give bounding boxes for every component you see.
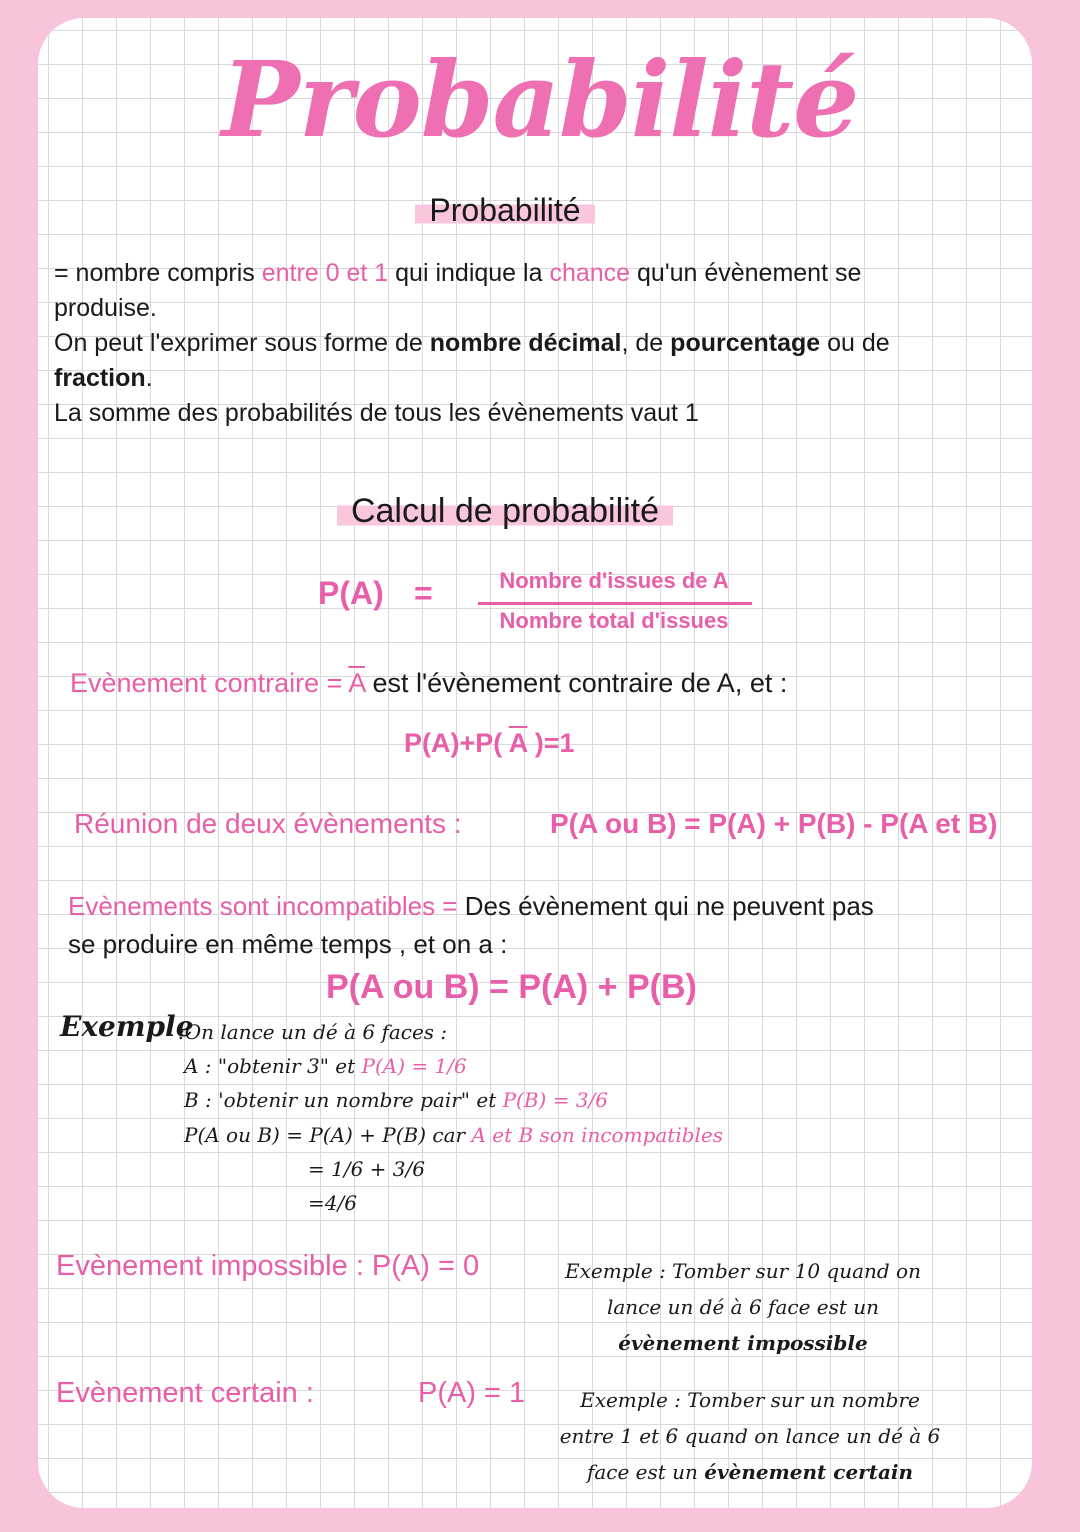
incompat-line2: se produire en même temps , et on a : bbox=[68, 929, 508, 959]
heading-text: Calcul de probabilité bbox=[337, 492, 673, 530]
contraire-formula bbox=[404, 728, 575, 759]
express-fraction: fraction bbox=[54, 364, 146, 392]
def-end: qu'un évènement se bbox=[630, 259, 862, 287]
express-percent: pourcentage bbox=[670, 329, 821, 357]
page-title: Probabilité bbox=[221, 38, 859, 161]
impossible-ex-line2: lance un dé à 6 face est un bbox=[606, 1295, 880, 1319]
incompat-label: Evènements sont incompatibles = bbox=[68, 891, 465, 921]
formula-pa: P(A) bbox=[318, 575, 384, 611]
fraction-bar bbox=[478, 602, 752, 605]
reunion-label: Réunion de deux évènements : bbox=[74, 808, 462, 839]
contraire-formula-start: P(A)+P( bbox=[404, 728, 509, 758]
example-a-text: A : "obtenir 3" et bbox=[184, 1054, 362, 1078]
impossible-ex-line1: Exemple : Tomber sur 10 quand on bbox=[565, 1259, 921, 1283]
contraire-a-bar: $\overline{A}$ bbox=[348, 668, 365, 698]
impossible-label: Evènement impossible : P(A) = 0 bbox=[56, 1250, 480, 1282]
fraction-denominator: Nombre total d'issues bbox=[499, 608, 729, 633]
impossible-ex-line3: évènement impossible bbox=[618, 1331, 868, 1355]
certain-ex-line2: entre 1 et 6 quand on lance un dé à 6 bbox=[559, 1424, 941, 1448]
def-prefix: = nombre compris bbox=[54, 259, 262, 287]
express-dot: . bbox=[145, 364, 153, 392]
certain-formula: P(A) = 1 bbox=[418, 1377, 526, 1409]
definition-paragraph bbox=[54, 256, 1044, 431]
contraire-label: Evènement contraire = bbox=[70, 668, 349, 698]
def-mid: qui indique la bbox=[388, 259, 550, 287]
reunion-formula: P(A ou B) = P(A) + P(B) - P(A et B) bbox=[550, 808, 998, 839]
example-calc-line bbox=[184, 1123, 723, 1147]
certain-label: Evènement certain : bbox=[56, 1377, 314, 1409]
certain-ex-line3-prefix: face est un bbox=[586, 1460, 705, 1484]
contraire-text: est l'évènement contraire de A, et : bbox=[364, 668, 788, 698]
express-prefix: On peut l'exprimer sous forme de bbox=[54, 329, 430, 357]
certain-example bbox=[540, 1382, 960, 1490]
example-a-prob: P(A) = 1/6 bbox=[361, 1054, 467, 1078]
example-calc-text: P(A ou B) = P(A) + P(B) car bbox=[184, 1123, 472, 1147]
contraire-line bbox=[70, 668, 787, 699]
incompat-paragraph bbox=[68, 887, 1033, 963]
certain-ex-line1: Exemple : Tomber sur un nombre bbox=[580, 1388, 920, 1412]
example-b-line bbox=[184, 1088, 608, 1112]
impossible-example bbox=[548, 1253, 938, 1361]
sum-sentence: La somme des probabilités de tous les évènements vaut 1 bbox=[54, 399, 699, 427]
section-heading-probabilite bbox=[0, 192, 1010, 229]
example-step1: = 1/6 + 3/6 bbox=[308, 1157, 425, 1181]
contraire-formula-a: $\overline{A}$ bbox=[508, 728, 528, 758]
express-end: ou de bbox=[820, 329, 890, 357]
example-b-prob: P(B) = 3/6 bbox=[502, 1088, 609, 1112]
express-decimal: nombre décimal bbox=[429, 329, 622, 357]
incompat-formula: P(A ou B) = P(A) + P(B) bbox=[326, 968, 697, 1006]
incompat-text: Des évènement qui ne peuvent pas bbox=[464, 891, 874, 921]
example-label: Exemple bbox=[60, 1010, 194, 1043]
example-intro: :On lance un dé à 6 faces : bbox=[178, 1020, 448, 1044]
contraire-formula-end: )=1 bbox=[527, 728, 575, 758]
example-step2: =4/6 bbox=[308, 1191, 357, 1215]
def-line2: produise. bbox=[54, 294, 157, 322]
example-b-text: B : 'obtenir un nombre pair" et bbox=[184, 1088, 503, 1112]
express-mid: , de bbox=[621, 329, 671, 357]
def-range: entre 0 et 1 bbox=[261, 259, 389, 287]
fraction-numerator: Nombre d'issues de A bbox=[499, 568, 729, 593]
certain-ex-line3-bold: évènement certain bbox=[704, 1460, 914, 1484]
example-calc-reason: A et B son incompatibles bbox=[471, 1123, 724, 1147]
example-a-line bbox=[184, 1054, 467, 1078]
heading-text: Probabilité bbox=[415, 192, 594, 228]
section-heading-calcul bbox=[0, 492, 1010, 531]
formula-equals: = bbox=[414, 575, 433, 611]
def-chance: chance bbox=[549, 259, 631, 287]
